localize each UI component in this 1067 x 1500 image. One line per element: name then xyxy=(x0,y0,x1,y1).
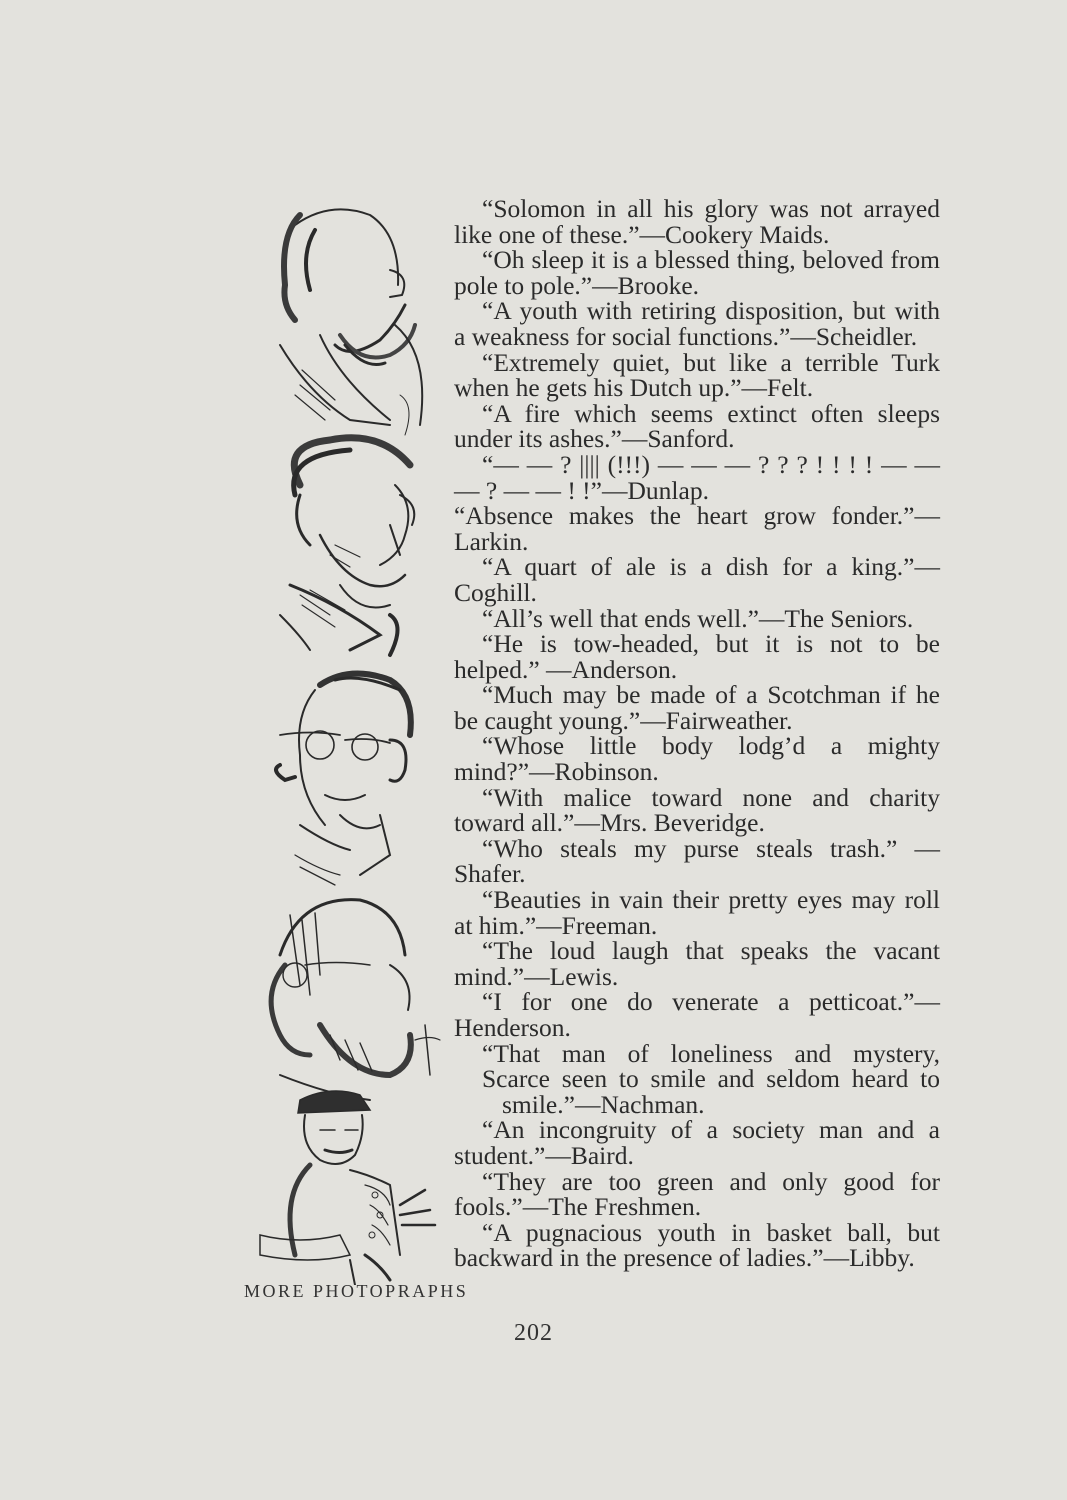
quote-beveridge: “With malice toward none and charity toward all.”—Mrs. Beveridge. xyxy=(454,782,940,838)
caricature-head-2 xyxy=(280,438,414,655)
quote-seniors: “All’s well that ends well.”—The Seniors. xyxy=(482,603,914,633)
page-number: 202 xyxy=(514,1320,553,1346)
quote-larkin: “Absence makes the heart grow fonder.”—Larkin. xyxy=(454,501,940,556)
quote-shafer: “Who steals my purse steals trash.” —Shafer. xyxy=(454,833,940,889)
quote-fairweather: “Much may be made of a Scotchman if he be caught young.”—Fairweather. xyxy=(454,680,940,735)
verse-line-2: Scarce seen to smile and seldom heard to xyxy=(482,1064,940,1094)
caricature-head-1 xyxy=(280,209,422,435)
quote-baird: “An incongruity of a society man and a student.”—Baird. xyxy=(454,1115,940,1170)
verse-line-3: smile.”—Nachman. xyxy=(502,1089,705,1119)
caricature-head-3 xyxy=(276,674,411,885)
quote-robinson: “Whose little body lodg’d a mighty mind?”—Robinson. xyxy=(454,731,940,787)
quote-henderson: “I for one do venerate a petticoat.”—Henderson. xyxy=(454,987,940,1042)
caricature-drawing xyxy=(240,195,445,1285)
quote-solomon: “Solomon in all his glory was not arrayed like one of these.”—Cookery Maids. xyxy=(454,194,940,249)
quote-freeman: “Beauties in vain their pretty eyes may roll at him.”—Freeman. xyxy=(454,885,940,940)
sketch-caption: MORE PHOTOPRAPHS xyxy=(244,1281,469,1301)
verse-line-1: “That man of loneliness and mystery, xyxy=(482,1038,940,1068)
quote-sanford: “A fire which seems extinct often sleeps under its ashes.”—Sanford. xyxy=(454,398,940,454)
quote-freshmen: “They are too green and only good for fools.”—The Freshmen. xyxy=(454,1166,940,1222)
caricature-sketches xyxy=(240,195,445,1285)
quote-anderson: “He is tow-headed, but it is not to be helped.” —Anderson. xyxy=(454,629,940,684)
quote-brooke: “Oh sleep it is a blessed thing, beloved from pole to pole.”—Brooke. xyxy=(454,245,940,300)
quote-coghill: “A quart of ale is a dish for a king.”—Coghill. xyxy=(454,552,940,607)
quote-felt: “Extremely quiet, but like a terrible Turk when he gets his Dutch up.”—Felt. xyxy=(454,347,940,403)
quote-lewis: “The loud laugh that speaks the vacant mind.”—Lewis. xyxy=(454,936,940,991)
quotes-column xyxy=(454,196,940,1271)
caricature-figure-5 xyxy=(260,1091,435,1285)
quote-dunlap: “— — ? |||| (!!!) — — — ? ? ? ! ! ! ! — — — ? — — ! !”—Dunlap. xyxy=(454,449,940,505)
quote-scheidler: “A youth with retiring disposition, but with a weakness for social functions.”—Scheidler. xyxy=(454,296,940,351)
caricature-head-4 xyxy=(271,900,440,1100)
quote-libby: “A pugnacious youth in basket ball, but backward in the presence of ladies.”—Libby. xyxy=(454,1217,940,1273)
